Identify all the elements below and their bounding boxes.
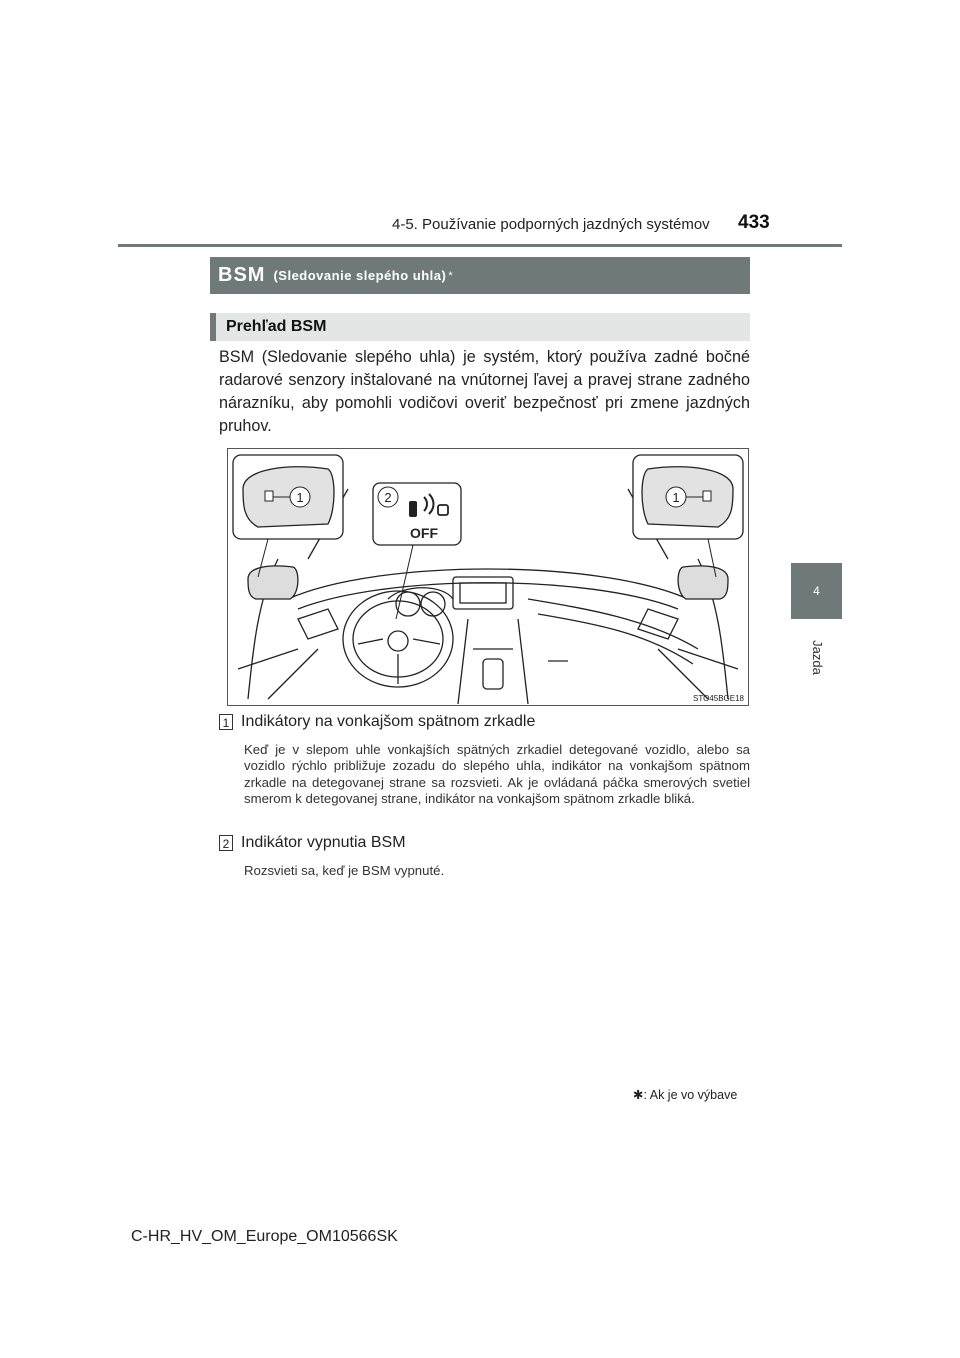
right-mirror [678, 566, 728, 599]
chapter-label-text: Jazda [809, 639, 825, 675]
left-mirror [248, 566, 298, 599]
footnote: ✱: Ak je vo výbave [633, 1088, 738, 1102]
item-2-title: Indikátor vypnutia BSM [241, 834, 406, 851]
title-star: * [448, 269, 453, 282]
dashboard-illustration [227, 448, 749, 706]
callout-1-left: 1 [296, 490, 304, 505]
chapter-label [792, 632, 842, 682]
figure-code: STO45BGE18 [693, 694, 744, 703]
intro-paragraph: BSM (Sledovanie slepého uhla) je systém, ktorý používa zadné bočné radarové senzory inštalované na vnútornej ľavej a pravej strane zadného nárazníku, aby pomohli vodičovi overiť bezpečnosť pri zmene jazdných pruhov. [219, 348, 750, 435]
item-1-heading [219, 713, 535, 731]
callout-1-right: 1 [672, 490, 680, 505]
chapter-tab: 4 [791, 563, 842, 619]
item-1-number: 1 [219, 714, 233, 730]
item-2-text: Rozsvieti sa, keď je BSM vypnuté. [244, 863, 445, 878]
subheading-bar [210, 313, 750, 341]
title-sub: (Sledovanie slepého uhla) [273, 268, 447, 283]
item-1-text: Keď je v slepom uhle vonkajších spätných zrkadiel detegované vozidlo, alebo sa vozidlo rýchlo približuje zozadu do slepého uhla, indikátor na vonkajšom spätnom zrkadle na detegovanej strane sa rozsvieti. Ak je ovládaná páčka smerových svetiel smerom k detegovanej strane, indikátor na vonkajšom spätnom zrkadle bliká. [244, 742, 750, 806]
subheading-text: Prehľad BSM [226, 318, 327, 335]
off-label: OFF [410, 525, 438, 541]
item-1-title: Indikátory na vonkajšom spätnom zrkadle [241, 713, 536, 730]
callout-2: 2 [384, 490, 392, 505]
header-section: 4-5. Používanie podporných jazdných systémov [392, 216, 710, 233]
bsm-car-icon [409, 501, 417, 517]
dashboard-drawing [228, 449, 748, 705]
item-2-heading [219, 834, 406, 852]
header-rule [118, 244, 842, 247]
title-main: BSM [218, 264, 266, 286]
title-bar [210, 257, 750, 294]
page-number: 433 [738, 212, 770, 233]
item-2-number: 2 [219, 835, 233, 851]
subheading-accent [210, 313, 216, 341]
footer-code: C-HR_HV_OM_Europe_OM10566SK [131, 1228, 398, 1245]
